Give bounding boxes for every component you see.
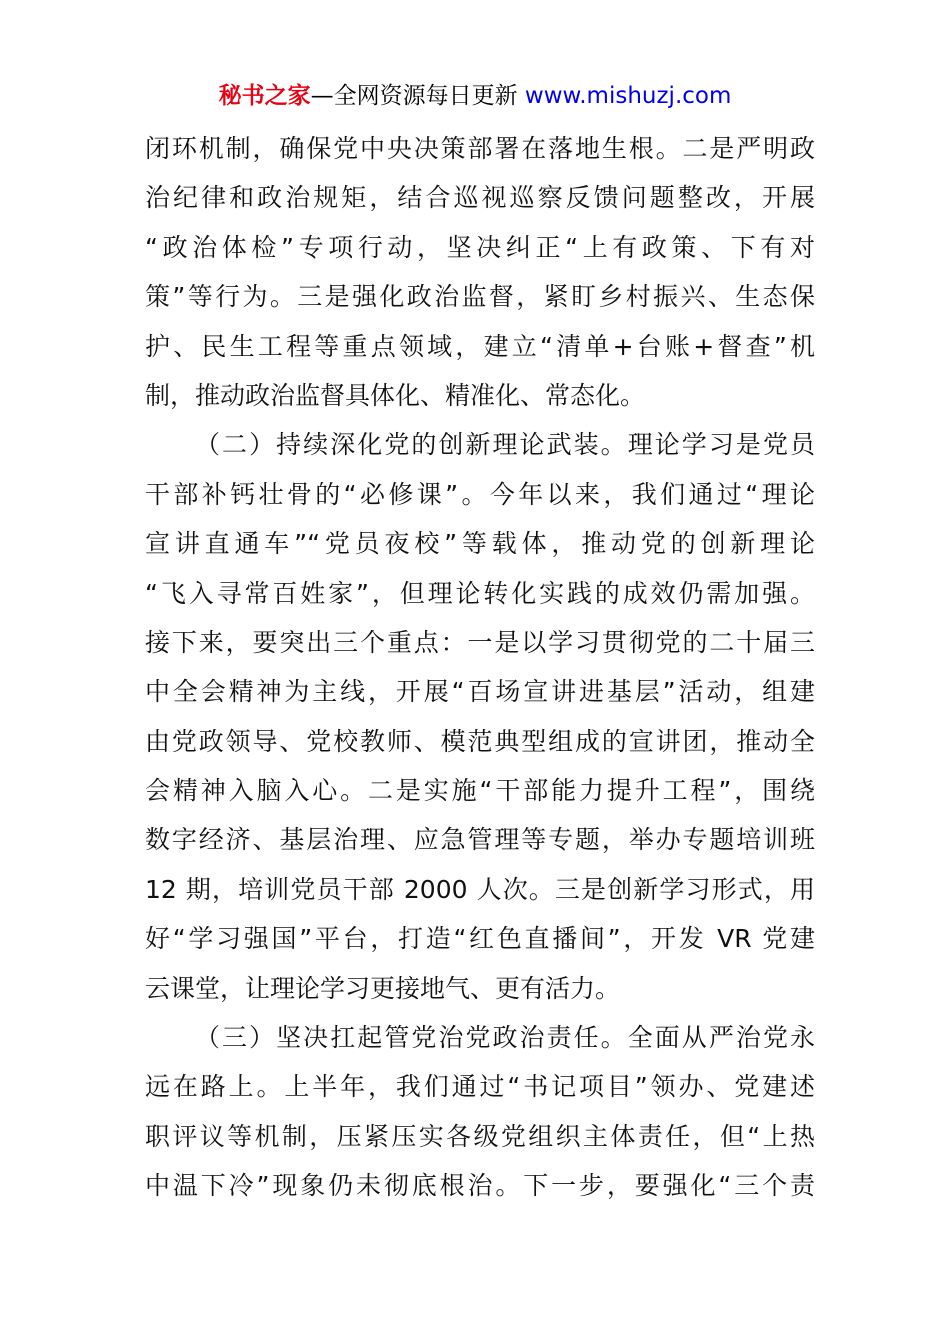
text-line: 接下来，要突出三个重点：一是以学习贯彻党的二十届三 (145, 627, 815, 657)
site-header (0, 80, 950, 112)
text-line: 云课堂，让理论学习更接地气、更有活力。 (145, 973, 621, 1003)
text-line: “飞入寻常百姓家”，但理论转化实践的成效仍需加强。 (145, 578, 815, 608)
text-line: 数字经济、基层治理、应急管理等专题，举办专题培训班 (145, 825, 815, 855)
text-line: 会精神入脑入心。二是实施“干部能力提升工程”，围绕 (145, 776, 815, 806)
text-line: 远在路上。上半年，我们通过“书记项目”领办、党建述 (145, 1072, 815, 1102)
text-line: 闭环机制，确保党中央决策部署在落地生根。二是严明政 (145, 134, 815, 163)
site-tagline: —全网资源每日更新 (310, 83, 525, 109)
text-line: 制，推动政治监督具体化、精准化、常态化。 (145, 380, 646, 410)
text-line: 干部补钙壮骨的“必修课”。今年以来，我们通过“理论 (145, 479, 815, 509)
text-line: 由党政领导、党校教师、模范典型组成的宣讲团，推动全 (145, 726, 815, 756)
text-line: 治纪律和政治规矩，结合巡视巡察反馈问题整改，开展 (145, 183, 815, 213)
text-line: 护、民生工程等重点领域，建立“清单+台账+督查”机 (145, 331, 815, 361)
text-line: 中全会精神为主线，开展“百场宣讲进基层”活动，组建 (145, 677, 815, 707)
text-line: 好“学习强国”平台，打造“红色直播间”，开发 VR 党建 (145, 924, 815, 954)
text-line: 职评议等机制，压紧压实各级党组织主体责任，但“上热 (145, 1121, 815, 1151)
document-body (145, 124, 815, 1211)
text-line: （三）坚决扛起管党治党政治责任。全面从严治党永 (195, 1023, 815, 1053)
text-line: 中温下冷”现象仍未彻底根治。下一步，要强化“三个责 (145, 1171, 815, 1201)
text-line: 12 期，培训党员干部 2000 人次。三是创新学习形式，用 (145, 874, 815, 904)
text-line: 策”等行为。三是强化政治监督，紧盯乡村振兴、生态保 (145, 282, 815, 312)
text-line: 宣讲直通车”“党员夜校”等载体，推动党的创新理论 (145, 529, 815, 559)
text-line: “政治体检”专项行动，坚决纠正“上有政策、下有对 (145, 232, 815, 262)
site-brand: 秘书之家 (218, 83, 311, 109)
site-url[interactable]: www.mishuzj.com (524, 83, 732, 109)
text-line: （二）持续深化党的创新理论武装。理论学习是党员 (195, 430, 815, 460)
